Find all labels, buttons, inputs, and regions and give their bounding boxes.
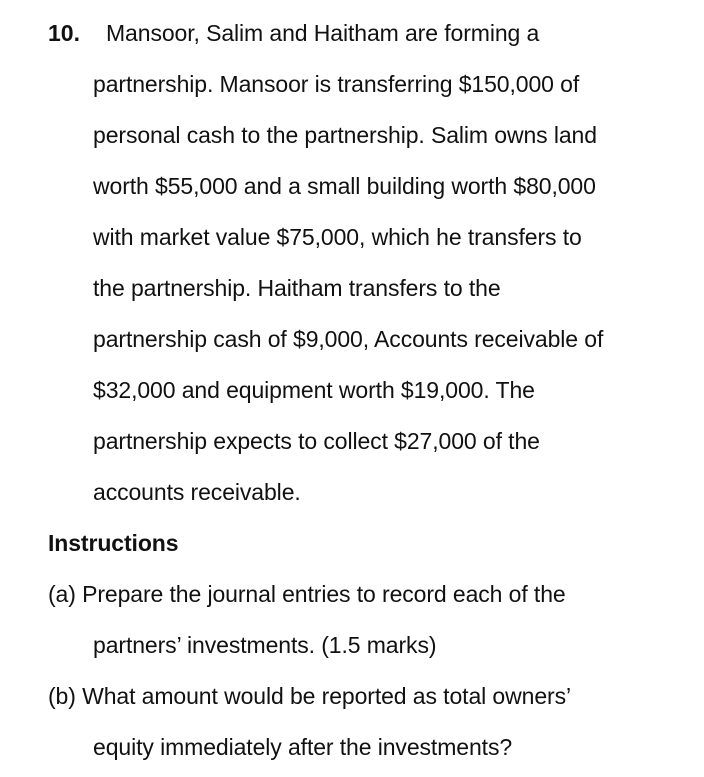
question-line-5: with market value $75,000, which he transfers to <box>93 224 582 250</box>
instruction-b-line-1: (b) What amount would be reported as total owners’ <box>48 683 571 709</box>
instructions-heading: Instructions <box>48 530 179 556</box>
question-line-6: the partnership. Haitham transfers to the <box>93 275 501 301</box>
question-number: 10. <box>48 20 80 46</box>
instruction-a-line-2: partners’ investments. (1.5 marks) <box>93 632 437 658</box>
question-line-1: Mansoor, Salim and Haitham are forming a <box>106 20 540 46</box>
instruction-b-line-2: equity immediately after the investments? <box>93 734 513 760</box>
question-line-7: partnership cash of $9,000, Accounts receivable of <box>93 326 604 352</box>
question-line-3: personal cash to the partnership. Salim owns land <box>93 122 597 148</box>
instruction-a-line-1: (a) Prepare the journal entries to record each of the <box>48 581 566 607</box>
question-line-2: partnership. Mansoor is transferring $150,000 of <box>93 71 580 97</box>
question-line-10: accounts receivable. <box>93 479 301 505</box>
question-line-9: partnership expects to collect $27,000 of the <box>93 428 540 454</box>
question-line-4: worth $55,000 and a small building worth $80,000 <box>93 173 596 199</box>
question-line-8: $32,000 and equipment worth $19,000. The <box>93 377 535 403</box>
